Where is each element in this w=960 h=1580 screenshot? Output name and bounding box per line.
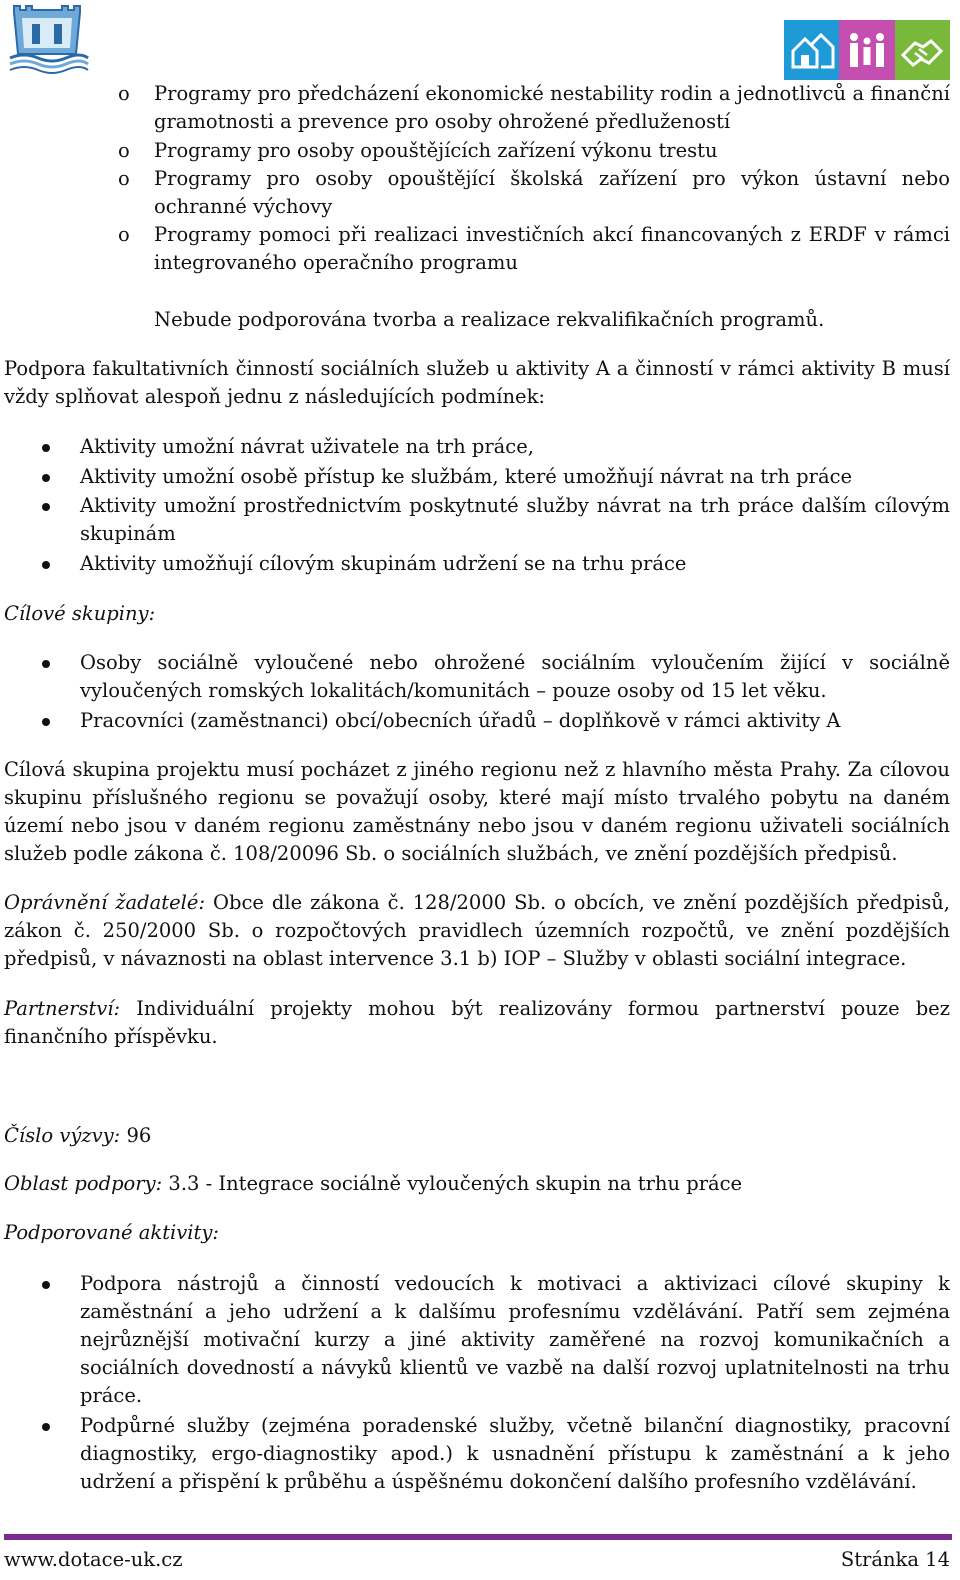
list-item-text: Aktivity umožní prostřednictvím poskytnuté služby návrat na trh práce dalším cílovým skupinám	[80, 494, 950, 545]
support-area-line	[4, 1170, 742, 1198]
handshake-icon	[895, 20, 950, 80]
list-marker: o	[118, 223, 130, 246]
list-marker: o	[118, 82, 130, 105]
bullet-icon	[42, 474, 50, 482]
list-marker: o	[118, 167, 130, 190]
bullet-icon	[42, 444, 50, 452]
partnership-paragraph	[4, 995, 950, 1051]
list-marker: o	[118, 139, 130, 162]
call-number-value: 96	[120, 1124, 152, 1147]
call-number-label: Číslo výzvy:	[4, 1124, 121, 1147]
bullet-icon	[42, 503, 50, 511]
target-region-paragraph: Cílová skupina projektu musí pocházet z jiného regionu než z hlavního města Prahy. Za cílovou skupinu příslušného regionu se považují osoby, které mají místo trvalého pobytu na daném území nebo jsou v daném regionu zaměstnány nebo jsou v daném regionu uživateli sociálních služeb podle zákona č. 108/20096 Sb. o sociálních službách, ve znění pozdějších předpisů.	[4, 758, 950, 865]
list-item-text: Pracovníci (zaměstnanci) obcí/obecních úřadů – doplňkově v rámci aktivity A	[80, 709, 841, 732]
partnership-text: Individuální projekty mohou být realizovány formou partnerství pouze bez finančního příspěvku.	[4, 997, 950, 1048]
footer-website-link[interactable]: www.dotace-uk.cz	[4, 1548, 183, 1571]
note-no-retraining: Nebude podporována tvorba a realizace rekvalifikačních programů.	[154, 308, 825, 331]
footer-divider	[4, 1534, 952, 1540]
call-number-line	[4, 1122, 151, 1150]
list-item-text: Programy pro osoby opouštějící školská zařízení pro výkon ústavní nebo ochranné výchovy	[154, 167, 950, 218]
page-number: Stránka 14	[840, 1548, 950, 1571]
list-item-text: Programy pro osoby opouštějících zařízení výkonu trestu	[154, 139, 718, 162]
program-logo	[784, 20, 950, 80]
list-item-text: Programy pomoci při realizaci investičních akcí financovaných z ERDF v rámci integrovaného operačního programu	[154, 223, 950, 274]
eligible-applicants-text: Obce dle zákona č. 128/2000 Sb. o obcích, ve znění pozdějších předpisů, zákon č. 250/2000 Sb. o rozpočtových pravidlech územních rozpočtů, ve znění pozdějších předpisů, v návaznosti na oblast intervence 3.1 b) IOP – Služby v oblasti sociální integrace.	[4, 891, 950, 970]
castle-logo-icon	[4, 2, 90, 74]
houses-icon	[784, 20, 839, 80]
bullet-icon	[42, 718, 50, 726]
support-area-value: 3.3 - Integrace sociálně vyloučených skupin na trhu práce	[162, 1172, 743, 1195]
list-item-text: Aktivity umožní návrat uživatele na trh práce,	[80, 435, 534, 458]
bullet-icon	[42, 1423, 50, 1431]
eligible-applicants-label: Oprávnění žadatelé:	[4, 891, 206, 914]
bullet-icon	[42, 660, 50, 668]
list-item-text: Programy pro předcházení ekonomické nestability rodin a jednotlivců a finanční gramotnosti a prevence pro osoby ohrožené předlužeností	[154, 82, 950, 133]
bullet-icon	[42, 561, 50, 569]
target-groups-heading: Cílové skupiny:	[4, 602, 156, 625]
list-item-text: Podpora nástrojů a činností vedoucích k motivaci a aktivizaci cílové skupiny k zaměstnání a jeho udržení a k dalšímu profesnímu vzdělávání. Patří sem zejména nejrůznější motivační kurzy a jiné aktivity zaměřené na rozvoj komunikačních a sociálních dovedností a návyků klientů ve vazbě na další rozvoj uplatnitelnosti na trhu práce.	[80, 1272, 950, 1407]
eligible-applicants-paragraph	[4, 889, 950, 973]
supported-activities-heading: Podporované aktivity:	[4, 1221, 219, 1244]
bullet-icon	[42, 1281, 50, 1289]
list-item-text: Osoby sociálně vyloučené nebo ohrožené sociálním vyloučením žijící v sociálně vyloučených romských lokalitách/komunitách – pouze osoby od 15 let věku.	[80, 651, 950, 702]
support-area-label: Oblast podpory:	[4, 1172, 163, 1195]
conditions-paragraph: Podpora fakultativních činností sociálních služeb u aktivity A a činností v rámci aktivity B musí vždy splňovat alespoň jednu z následujících podmínek:	[4, 357, 950, 408]
family-icon	[839, 20, 894, 80]
list-item-text: Aktivity umožní osobě přístup ke službám, které umožňují návrat na trh práce	[80, 465, 853, 488]
list-item-text: Aktivity umožňují cílovým skupinám udržení se na trhu práce	[80, 552, 687, 575]
partnership-label: Partnerství:	[4, 997, 121, 1020]
list-item-text: Podpůrné služby (zejména poradenské služby, včetně bilanční diagnostiky, pracovní diagnostiky, ergo-diagnostiky apod.) k usnadnění přístupu k zaměstnání a k jeho udržení a přispění k průběhu a úspěšnému dokončení dalšího profesního vzdělávání.	[80, 1414, 950, 1493]
